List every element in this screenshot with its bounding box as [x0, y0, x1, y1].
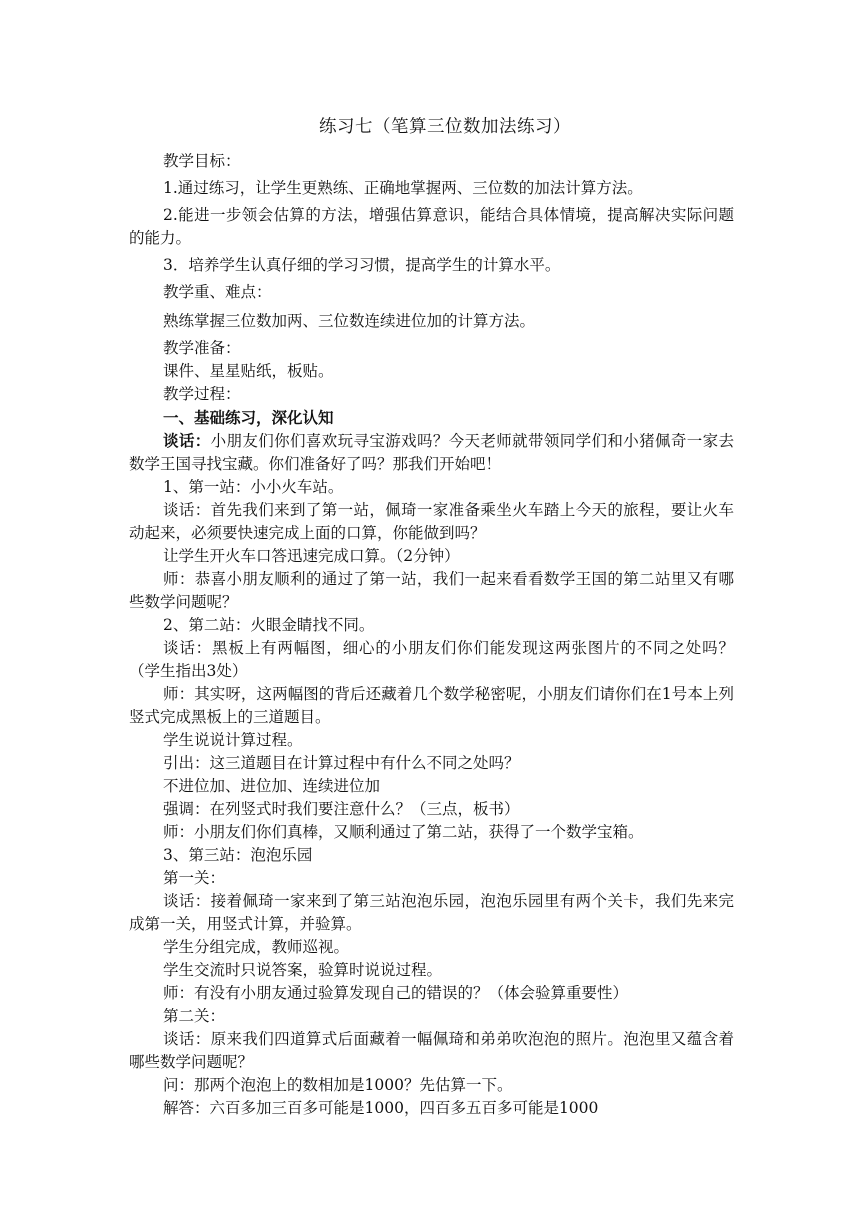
document-body: [129, 150, 734, 1120]
paragraph-objectives-heading: 教学目标：: [163, 152, 241, 170]
paragraph-key-points: 熟练掌握三位数加两、三位数连续进位加的计算方法。: [163, 312, 536, 330]
talk-lead: 谈话：: [163, 431, 211, 450]
paragraph-station-2-teacher: 师：其实呀，这两幅图的背后还藏着几个数学秘密呢，小朋友们请你们在1号本上列竖式完成黑板上的三道题目。: [129, 685, 734, 726]
paragraph-station-3: 3、第三站：泡泡乐园: [163, 846, 313, 864]
paragraph-level-2-answer: 解答：六百多加三百多可能是1000，四百多五百多可能是1000: [163, 1099, 599, 1117]
section-heading-basic-practice: 一、基础练习，深化认知: [163, 408, 334, 427]
paragraph-preparation: 课件、星星贴纸，板贴。: [163, 362, 334, 380]
paragraph-level-1: 第一关：: [163, 869, 226, 887]
paragraph-station-2-answer: 不进位加、进位加、连续进位加: [163, 777, 381, 795]
paragraph-level-1-teacher: 师：有没有小朋友通过验算发现自己的错误的？（体会验算重要性）: [163, 984, 629, 1002]
paragraph-station-2-question: 引出：这三道题目在计算过程中有什么不同之处吗？: [163, 754, 520, 772]
paragraph-station-2-emphasis: 强调：在列竖式时我们要注意什么？（三点，板书）: [163, 800, 520, 818]
paragraph-level-2-talk: 谈话：原来我们四道算式后面藏着一幅佩琦和弟弟吹泡泡的照片。泡泡里又蕴含着哪些数学问题呢？: [129, 1030, 734, 1071]
paragraph-objective-2: 2.能进一步领会估算的方法，增强估算意识，能结合具体情境，提高解决实际问题的能力。: [129, 206, 734, 247]
paragraph-station-1-teacher: 师：恭喜小朋友顺利的通过了第一站，我们一起来看看数学王国的第二站里又有哪些数学问题呢？: [129, 570, 734, 611]
paragraph-level-1-sharing: 学生交流时只说答案，验算时说说过程。: [163, 961, 443, 979]
paragraph-key-points-heading: 教学重、难点：: [163, 283, 272, 301]
page-title: 练习七（笔算三位数加法练习）: [319, 117, 571, 137]
paragraph-station-1: 1、第一站：小小火车站。: [163, 478, 344, 496]
paragraph-level-1-groups: 学生分组完成，教师巡视。: [163, 938, 350, 956]
paragraph-process-heading: 教学过程：: [163, 385, 241, 403]
paragraph-preparation-heading: 教学准备：: [163, 339, 241, 357]
paragraph-objective-1: 1.通过练习，让学生更熟练、正确地掌握两、三位数的加法计算方法。: [163, 179, 643, 197]
paragraph-station-2: 2、第二站：火眼金睛找不同。: [163, 616, 375, 634]
paragraph-station-1-talk: 谈话：首先我们来到了第一站，佩琦一家准备乘坐火车踏上今天的旅程，要让火车动起来，必须要快速完成上面的口算，你能做到吗？: [129, 501, 734, 542]
paragraph-station-1-activity: 让学生开火车口答迅速完成口算。（2分钟）: [163, 547, 460, 565]
paragraph-level-2: 第二关：: [163, 1007, 226, 1025]
paragraph-level-2-question: 问：那两个泡泡上的数相加是1000？先估算一下。: [163, 1076, 513, 1094]
paragraph-station-2-students: 学生说说计算过程。: [163, 731, 303, 749]
paragraph-station-2-talk: 谈话：黑板上有两幅图，细心的小朋友们你们能发现这两张图片的不同之处吗？（学生指出3处）: [129, 639, 734, 680]
paragraph-level-1-talk: 谈话：接着佩琦一家来到了第三站泡泡乐园，泡泡乐园里有两个关卡，我们先来完成第一关，用竖式计算，并验算。: [129, 892, 734, 933]
paragraph-intro-talk: [129, 429, 734, 476]
paragraph-objective-3: 3．培养学生认真仔细的学习习惯，提高学生的计算水平。: [163, 256, 561, 274]
paragraph-station-2-praise: 师：小朋友们你们真棒，又顺利通过了第二站，获得了一个数学宝箱。: [163, 823, 644, 841]
talk-text: 小朋友们你们喜欢玩寻宝游戏吗？今天老师就带领同学们和小猪佩奇一家去数学王国寻找宝藏。你们准备好了吗？那我们开始吧！: [129, 432, 734, 473]
